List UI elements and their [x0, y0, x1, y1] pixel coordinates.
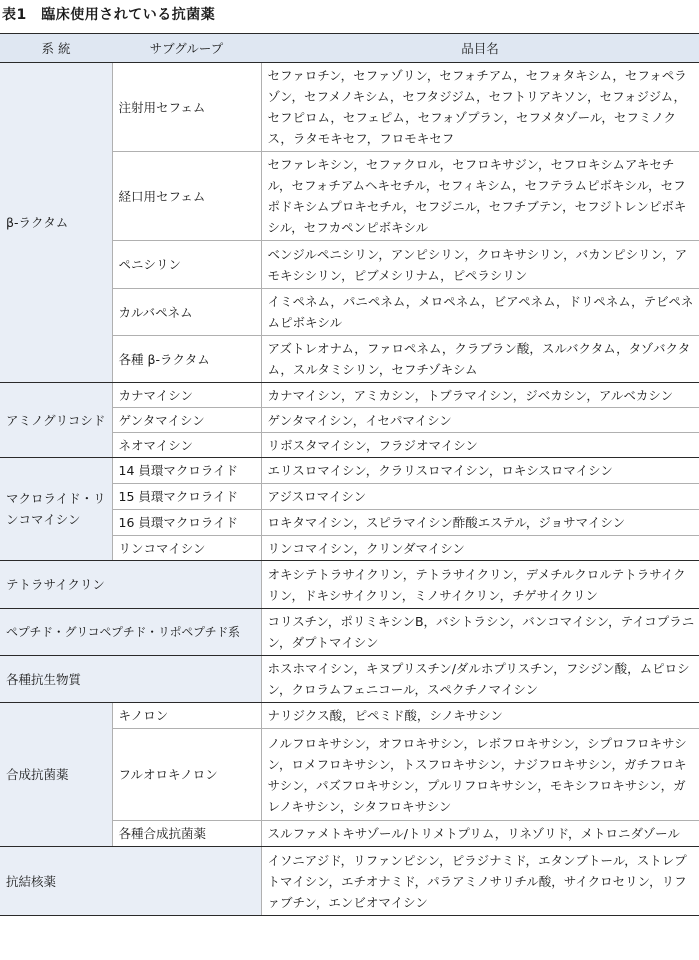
header-subgroup: サブグループ [112, 34, 261, 63]
product-list: イミペネム，パニペネム，メロペネム，ビアペネム，ドリペネム，テビペネムピボキシル [261, 289, 699, 336]
group-tetracycline: テトラサイクリン [0, 561, 261, 609]
product-list: イソニアジド，リファンピシン，ピラジナミド，エタンブトール，ストレプトマイシン，エチオナミド，パラアミノサリチル酸，サイクロセリン，リファブチン，エンビオマイシン [261, 847, 699, 916]
product-list: ロキタマイシン，スピラマイシン酢酸エステル，ジョサマイシン [261, 510, 699, 536]
group-aminoglycoside: アミノグリコシド [0, 383, 112, 458]
product-list: スルファメトキサゾール/トリメトプリム，リネゾリド，メトロニダゾール [261, 821, 699, 847]
subgroup-name: 注射用セフェム [112, 63, 261, 152]
subgroup-name: キノロン [112, 703, 261, 729]
subgroup-name: ゲンタマイシン [112, 408, 261, 433]
product-list: オキシテトラサイクリン，テトラサイクリン，デメチルクロルテトラサイクリン，ドキシサイクリン，ミノサイクリン，チゲサイクリン [261, 561, 699, 609]
product-list: ナリジクス酸，ピペミド酸，シノキサシン [261, 703, 699, 729]
antibiotics-table [0, 33, 699, 916]
product-list: リボスタマイシン，フラジオマイシン [261, 433, 699, 458]
header-products: 品目名 [261, 34, 699, 63]
subgroup-name: リンコマイシン [112, 536, 261, 561]
group-antituberculosis: 抗結核薬 [0, 847, 261, 916]
product-list: リンコマイシン，クリンダマイシン [261, 536, 699, 561]
group-misc-antibiotics: 各種抗生物質 [0, 656, 261, 703]
subgroup-name: 経口用セフェム [112, 152, 261, 241]
subgroup-name: カルバペネム [112, 289, 261, 336]
subgroup-name: 各種 β-ラクタム [112, 336, 261, 383]
table-title: 表1 臨床使用されている抗菌薬 [2, 7, 216, 23]
subgroup-name: 14 員環マクロライド [112, 458, 261, 484]
group-synthetic: 合成抗菌薬 [0, 703, 112, 847]
group-macrolide-lincomycin: マクロライド・リンコマイシン [0, 458, 112, 561]
product-list: ベンジルペニシリン，アンピシリン，クロキサシリン，バカンピシリン，アモキシシリン，ピブメシリナム，ピペラシリン [261, 241, 699, 289]
subgroup-name: ペニシリン [112, 241, 261, 289]
product-list: ノルフロキサシン，オフロキサシン，レボフロキサシン，シプロフロキサシン，ロメフロキサシン，トスフロキサシン，ナジフロキサシン，ガチフロキサシン，パズフロキサシン，プルリフロキサシン，モキシフロキサシン，ガレノキサシン，シタフロキサシン [261, 729, 699, 821]
product-list: セファレキシン，セファクロル，セフロキサジン，セフロキシムアキセチル，セフォチアムヘキセチル，セフィキシム，セフテラムピボキシル，セフポドキシムプロキセチル，セフジニル，セフチブテン，セフジトレンピボキシル，セフカペンピボキシル [261, 152, 699, 241]
subgroup-name: カナマイシン [112, 383, 261, 408]
product-list: セファロチン，セファゾリン，セフォチアム，セフォタキシム，セフォペラゾン，セフメノキシム，セフタジジム，セフトリアキソン，セフォジジム，セフピロム，セフェピム，セフォゾプラン，セフメタゾール，セフミノクス，ラタモキセフ，フロモキセフ [261, 63, 699, 152]
product-list: アズトレオナム，ファロペネム，クラブラン酸，スルバクタム，タゾバクタム，スルタミシリン，セフチゾキシム [261, 336, 699, 383]
group-peptide: ペプチド・グリコペプチド・リポペプチド系 [0, 609, 261, 656]
subgroup-name: 各種合成抗菌薬 [112, 821, 261, 847]
product-list: ゲンタマイシン，イセパマイシン [261, 408, 699, 433]
product-list: コリスチン，ポリミキシンB，バシトラシン，バンコマイシン，テイコプラニン，ダプトマイシン [261, 609, 699, 656]
subgroup-name: 15 員環マクロライド [112, 484, 261, 510]
product-list: カナマイシン，アミカシン，トブラマイシン，ジベカシン，アルベカシン [261, 383, 699, 408]
product-list: アジスロマイシン [261, 484, 699, 510]
product-list: エリスロマイシン，クラリスロマイシン，ロキシスロマイシン [261, 458, 699, 484]
header-system: 系 統 [0, 34, 112, 63]
subgroup-name: ネオマイシン [112, 433, 261, 458]
product-list: ホスホマイシン，キヌプリスチン/ダルホプリスチン，フシジン酸，ムピロシン，クロラムフェニコール，スペクチノマイシン [261, 656, 699, 703]
group-beta-lactam: β-ラクタム [0, 63, 112, 383]
subgroup-name: 16 員環マクロライド [112, 510, 261, 536]
header-row [0, 34, 699, 63]
subgroup-name: フルオロキノロン [112, 729, 261, 821]
